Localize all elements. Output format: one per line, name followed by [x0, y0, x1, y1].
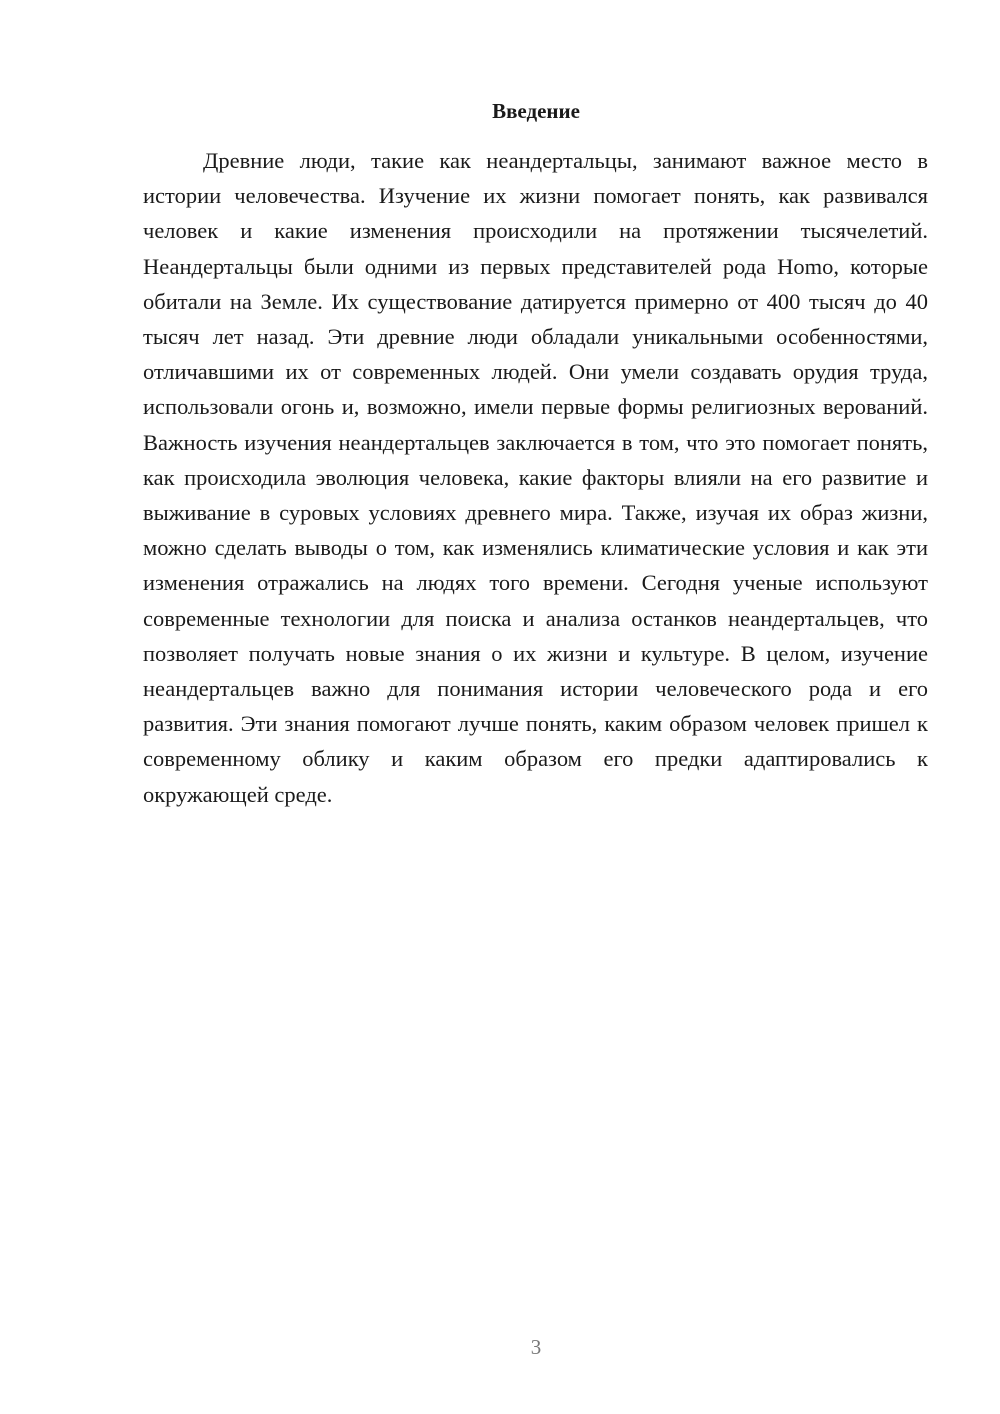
page-number: 3	[530, 1335, 542, 1359]
body-paragraph: Древние люди, такие как неандертальцы, занимают важное место в истории человечества. Изучение их жизни помогает понять, как развивался человек и какие изменения происходили на протяжении тысячелетий. Неандертальцы были одними из первых представителей рода Homo, которые обитали на Земле. Их существование датируется примерно от 400 тысяч до 40 тысяч лет назад. Эти древние люди обладали уникальными особенностями, отличавшими их от современных людей. Они умели создавать орудия труда, использовали огонь и, возможно, имели первые формы религиозных верований. Важность изучения неандертальцев заключается в том, что это помогает понять, как происходила эволюция человека, какие факторы влияли на его развитие и выживание в суровых условиях древнего мира. Также, изучая их образ жизни, можно сделать выводы о том, как изменялись климатические условия и как эти изменения отражались на людях того времени. Сегодня ученые используют современные технологии для поиска и анализа останков неандертальцев, что позволяет получать новые знания о их жизни и культуре. В целом, изучение неандертальцев важно для понимания истории человеческого рода и его развития. Эти знания помогают лучше понять, каким образом человек пришел к современному облику и каким образом его предки адаптировались к окружающей среде.	[143, 148, 928, 807]
section-heading: Введение	[492, 99, 580, 123]
